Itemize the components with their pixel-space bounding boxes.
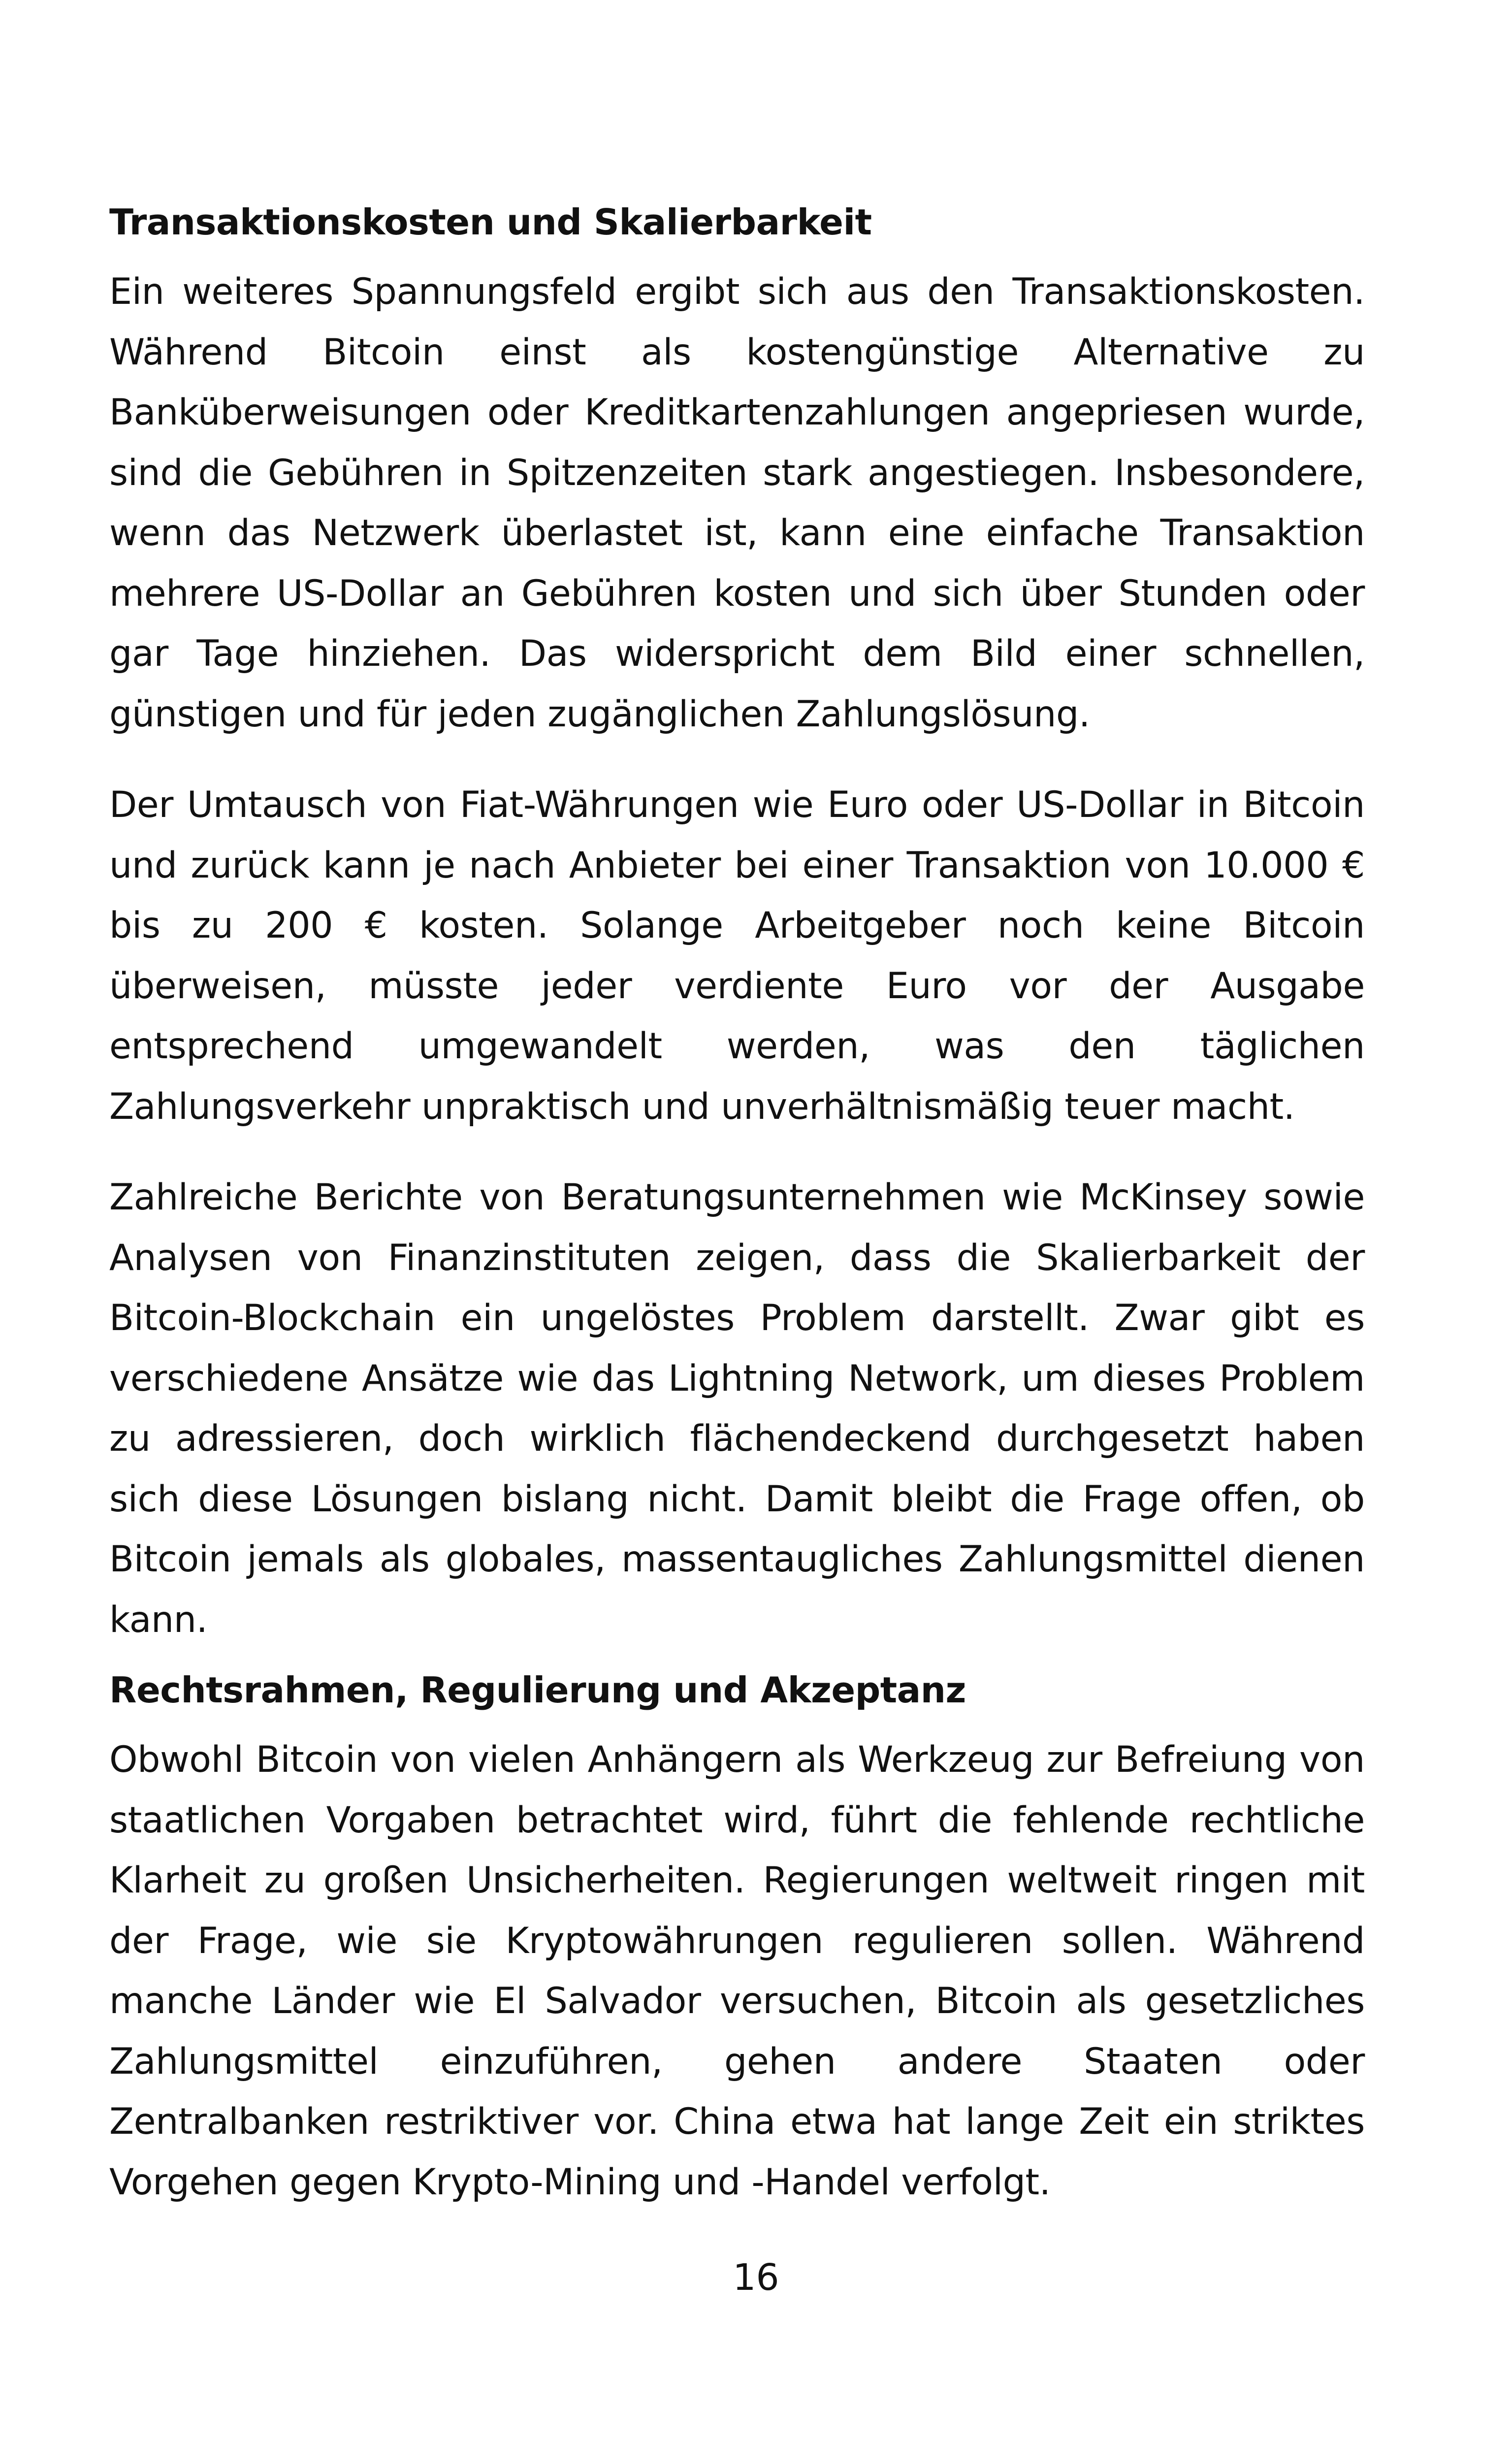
paragraph-regulation: Obwohl Bitcoin von vielen Anhängern als Werkzeug zur Befreiung von staatlichen Vorgaben betrachtet wird, führt die fehlende rechtliche Klarheit zu großen Unsicherheiten. Regierungen weltweit ringen mit der Frage, wie sie Kryptowährungen regulieren sollen. Während manche Länder wie El Salvador versuchen, Bitcoin als gesetzliches Zahlungsmittel einzuführen, gehen andere Staaten oder Zentralbanken restriktiver vor. China etwa hat lange Zeit ein striktes Vorgehen gegen Krypto-Mining und -Handel verfolgt. [109,1739,1365,2203]
paragraph-fiat-exchange: Der Umtausch von Fiat-Währungen wie Euro oder US-Dollar in Bitcoin und zurück kann je nach Anbieter bei einer Transaktion von 10.000 € bis zu 200 € kosten. Solange Arbeitgeber noch keine Bitcoin überweisen, müsste jeder verdiente Euro vor der Ausgabe entsprechend umgewandelt werden, was den täglichen Zahlungsverkehr unpraktisch und unverhältnismäßig teuer macht. [109,784,1365,1128]
section-heading-transaction-costs: Transaktionskosten und Skalierbarkeit [109,201,872,243]
section-heading-regulation: Rechtsrahmen, Regulierung und Akzeptanz [109,1669,966,1711]
paragraph-scalability: Zahlreiche Berichte von Beratungsunternehmen wie McKinsey sowie Analysen von Finanzinstituten zeigen, dass die Skalierbarkeit der Bitcoin-Blockchain ein ungelöstes Problem darstellt. Zwar gibt es verschiedene Ansätze wie das Lightning Network, um dieses Problem zu adressieren, doch wirklich flächendeckend durchgesetzt haben sich diese Lösungen bislang nicht. Damit bleibt die Frage offen, ob Bitcoin jemals als globales, massentaugliches Zahlungsmittel dienen kann. [109,1176,1365,1641]
page-content [109,192,1365,2213]
paragraph-transaction-costs: Ein weiteres Spannungsfeld ergibt sich aus den Transaktionskosten. Während Bitcoin einst als kostengünstige Alternative zu Banküberweisungen oder Kreditkartenzahlungen angepriesen wurde, sind die Gebühren in Spitzenzeiten stark angestiegen. Insbesondere, wenn das Netzwerk überlastet ist, kann eine einfache Transaktion mehrere US-Dollar an Gebühren kosten und sich über Stunden oder gar Tage hinziehen. Das widerspricht dem Bild einer schnellen, günstigen und für jeden zugänglichen Zahlungslösung. [109,271,1365,735]
page-number: 16 [733,2256,779,2299]
